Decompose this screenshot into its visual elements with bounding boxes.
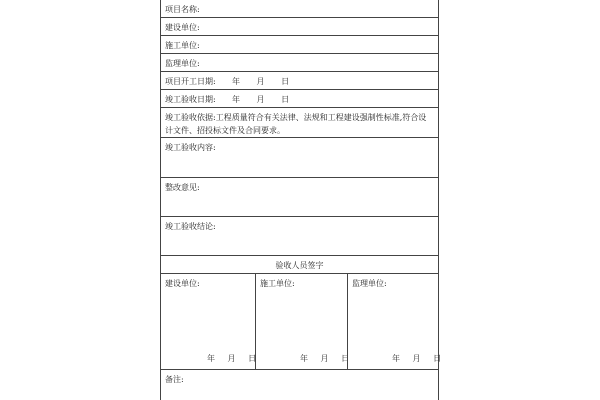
row-construction-unit [161, 36, 438, 54]
row-rectification [161, 178, 438, 217]
row-conclusion [161, 217, 438, 256]
row-acceptance-content [161, 138, 438, 178]
project-name-label: 项目名称: [165, 5, 200, 14]
signature-title: 验收人员签字 [275, 261, 324, 270]
month-unit: 月 [412, 354, 421, 363]
acceptance-basis-text: 竣工验收依据:工程质量符合有关法律、法规和工程建设强制性标准,符合设计文件、招投标文件及合同要求。 [165, 113, 427, 135]
start-date-label: 项目开工日期: [165, 77, 216, 86]
day-unit: 日 [341, 354, 350, 363]
acceptance-content-label: 竣工验收内容: [165, 143, 216, 152]
month-unit: 月 [320, 354, 329, 363]
day-unit: 日 [433, 354, 442, 363]
day-unit: 日 [281, 77, 290, 86]
signature-builder-date [207, 353, 256, 364]
completion-date-label: 竣工验收日期: [165, 95, 216, 104]
signature-supervision-column [347, 274, 442, 369]
year-unit: 年 [232, 95, 240, 104]
row-start-date [161, 72, 438, 90]
year-unit: 年 [392, 354, 400, 363]
builder-unit-label: 建设单位: [165, 23, 200, 32]
row-project-name [161, 0, 438, 18]
row-supervision-unit [161, 54, 438, 72]
row-builder-unit [161, 18, 438, 36]
completion-date-format [232, 94, 289, 105]
signature-construction-column [255, 274, 350, 369]
signature-supervision-date [392, 353, 441, 364]
year-unit: 年 [232, 77, 240, 86]
row-signatures [161, 274, 442, 370]
row-remarks [161, 370, 438, 400]
row-acceptance-basis [161, 108, 438, 138]
start-date-format [232, 76, 289, 87]
month-unit: 月 [256, 95, 265, 104]
remarks-label: 备注: [165, 375, 184, 384]
signature-supervision-label: 监理单位: [352, 279, 387, 288]
year-unit: 年 [207, 354, 215, 363]
signature-builder-column [161, 274, 255, 369]
month-unit: 月 [227, 354, 236, 363]
conclusion-label: 竣工验收结论: [165, 222, 216, 231]
day-unit: 日 [281, 95, 290, 104]
year-unit: 年 [300, 354, 308, 363]
row-completion-date [161, 90, 438, 108]
row-signature-title [161, 256, 438, 274]
month-unit: 月 [256, 77, 265, 86]
signature-builder-label: 建设单位: [165, 279, 200, 288]
rectification-label: 整改意见: [165, 183, 200, 192]
signature-construction-date [300, 353, 349, 364]
construction-unit-label: 施工单位: [165, 41, 200, 50]
signature-construction-label: 施工单位: [260, 279, 295, 288]
day-unit: 日 [248, 354, 257, 363]
supervision-unit-label: 监理单位: [165, 59, 200, 68]
acceptance-form [160, 0, 442, 400]
